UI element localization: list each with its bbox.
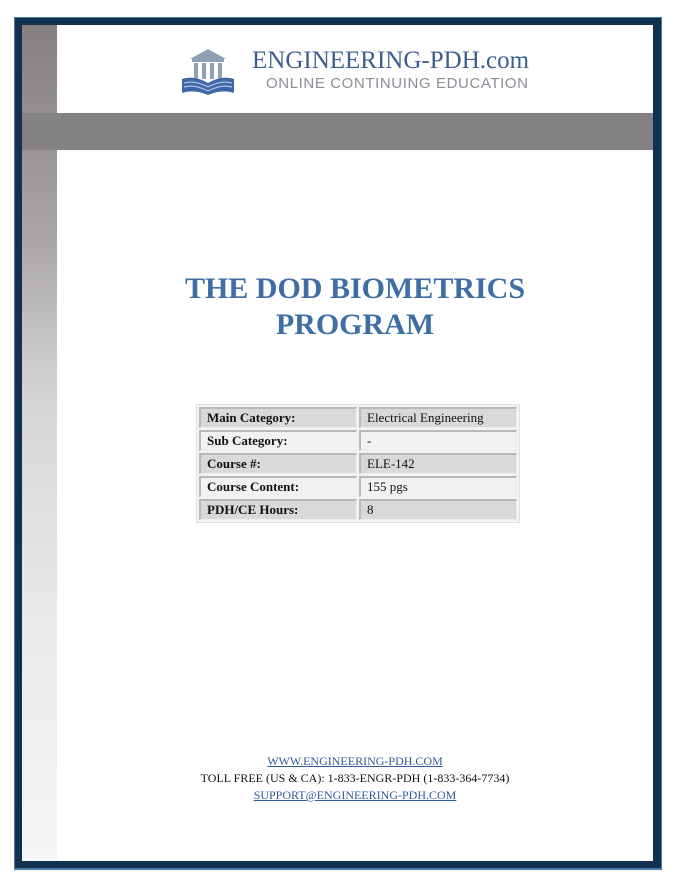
title-line-1: THE DOD BIOMETRICS [184,272,526,305]
support-email-link[interactable]: SUPPORT@ENGINEERING-PDH.COM [253,788,457,802]
row-value: 8 [359,499,517,520]
row-value: Electrical Engineering [359,407,517,428]
row-label: Sub Category: [199,430,357,451]
document-title [57,271,653,343]
side-gradient-strip [22,25,57,861]
title-line-2: PROGRAM [275,308,435,341]
toll-free-text: TOLL FREE (US & CA): 1-833-ENGR-PDH (1-833-364-7734) [200,771,510,785]
course-info-table [196,404,520,523]
logo-tagline: ONLINE CONTINUING EDUCATION [266,75,529,92]
table-row [199,453,517,474]
table-row [199,476,517,497]
cover-page [22,25,653,861]
row-label: Course Content: [199,476,357,497]
row-value: ELE-142 [359,453,517,474]
row-label: PDH/CE Hours: [199,499,357,520]
contact-footer [57,753,653,804]
header-band [22,113,653,150]
table-row [199,430,517,451]
row-value: - [359,430,517,451]
logo-name: ENGINEERING-PDH.com [252,47,530,74]
row-label: Main Category: [199,407,357,428]
book-columns-logo-icon [180,45,236,97]
row-label: Course #: [199,453,357,474]
row-value: 155 pgs [359,476,517,497]
website-link[interactable]: WWW.ENGINEERING-PDH.COM [267,754,443,768]
logo [180,45,540,97]
table-row [199,407,517,428]
table-row [199,499,517,520]
